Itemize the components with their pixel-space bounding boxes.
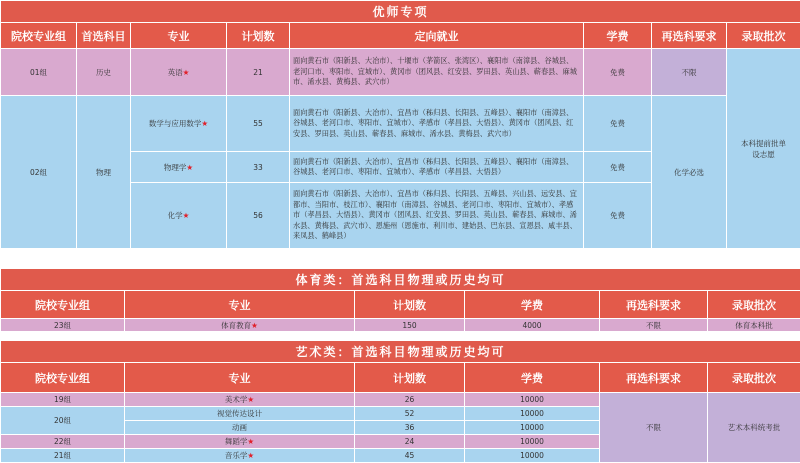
table-row (1, 96, 800, 152)
destination-cell: 面向黄石市（阳新县、大冶市）、宜昌市（秭归县、长阳县、五峰县）、襄阳市（南漳县、谷城县、老河口市、枣阳市、宜城市）、孝感市（孝昌县、大悟县）、黄冈市（团风县、红安县、罗田县、英山县、蕲春县、麻城市、浠水县、黄梅县、武穴市） (290, 96, 584, 152)
batch-cell: 艺术本科统考批 (708, 393, 800, 463)
major-cell (125, 449, 355, 463)
arts-title: 艺术类：首选科目物理或历史均可 (1, 341, 800, 363)
group-cell: 02组 (1, 96, 77, 249)
plan-cell: 52 (355, 407, 465, 421)
header-reselect: 再选科要求 (600, 291, 708, 319)
plan-cell: 150 (355, 319, 465, 332)
sports-table (0, 268, 800, 332)
plan-cell: 26 (355, 393, 465, 407)
header-fee: 学费 (584, 23, 652, 49)
major-cell (125, 421, 355, 435)
star-icon: ★ (201, 119, 209, 128)
header-reselect: 再选科要求 (600, 363, 708, 393)
plan-cell: 33 (227, 152, 290, 183)
sports-title: 体育类：首选科目物理或历史均可 (1, 269, 800, 291)
reselect-cell: 不限 (652, 49, 727, 96)
plan-cell: 24 (355, 435, 465, 449)
header-plan: 计划数 (355, 291, 465, 319)
plan-cell: 36 (355, 421, 465, 435)
group-cell: 01组 (1, 49, 77, 96)
header-batch: 录取批次 (727, 23, 800, 49)
plan-cell: 55 (227, 96, 290, 152)
major-name: 数学与应用数学 (148, 119, 202, 128)
reselect-cell: 不限 (600, 319, 708, 332)
table-row (1, 393, 800, 407)
header-plan: 计划数 (355, 363, 465, 393)
fee-cell: 10000 (465, 421, 600, 435)
group-cell: 23组 (1, 319, 125, 332)
destination-cell: 面向黄石市（阳新县、大冶市）、宜昌市（秭归县、长阳县、五峰县）、襄阳市（南漳县、谷城县、老河口市、枣阳市、宜城市）、孝感市（孝昌县、大悟县） (290, 152, 584, 183)
major-cell (125, 435, 355, 449)
header-group: 院校专业组 (1, 23, 77, 49)
header-batch: 录取批次 (708, 363, 800, 393)
fee-cell: 4000 (465, 319, 600, 332)
star-icon: ★ (247, 451, 255, 460)
header-fee: 学费 (465, 363, 600, 393)
star-icon: ★ (247, 437, 255, 446)
header-plan: 计划数 (227, 23, 290, 49)
subject-cell: 物理 (77, 96, 131, 249)
star-icon: ★ (247, 395, 255, 404)
header-destination: 定向就业 (290, 23, 584, 49)
major-name: 音乐学 (224, 451, 248, 460)
major-name: 体育教育 (221, 320, 252, 330)
arts-table (0, 340, 800, 463)
fee-cell: 10000 (465, 435, 600, 449)
fee-cell: 10000 (465, 393, 600, 407)
group-cell: 22组 (1, 435, 125, 449)
header-major: 专业 (131, 23, 227, 49)
major-name: 化学 (167, 211, 183, 220)
major-name: 美术学 (224, 395, 248, 404)
plan-cell: 45 (355, 449, 465, 463)
major-name: 视觉传达设计 (217, 409, 262, 418)
teacher-program-title: 优师专项 (1, 1, 800, 23)
star-icon: ★ (182, 67, 190, 77)
reselect-cell: 不限 (600, 393, 708, 463)
header-fee: 学费 (465, 291, 600, 319)
major-name: 动画 (232, 423, 247, 432)
major-cell (131, 152, 227, 183)
subject-cell: 历史 (77, 49, 131, 96)
destination-cell: 面向黄石市（阳新县、大冶市）、宜昌市（秭归县、长阳县、五峰县、兴山县、远安县、宜都市、当阳市、枝江市）、襄阳市（南漳县、谷城县、老河口市、枣阳市、宜城市）、孝感市（孝昌县、大悟县）、黄冈市（团风县、红安县、罗田县、英山县、蕲春县、麻城市、浠水县、黄梅县、武穴市）、恩施州（恩施市、利川市、建始县、巴东县、宣恩县、咸丰县、来凤县、鹤峰县） (290, 183, 584, 249)
star-icon: ★ (251, 320, 258, 330)
major-cell (131, 183, 227, 249)
header-major: 专业 (125, 363, 355, 393)
major-name: 舞蹈学 (224, 437, 248, 446)
batch-cell: 本科提前批单设志愿 (727, 49, 800, 249)
destination-cell: 面向黄石市（阳新县、大冶市）、十堰市（茅箭区、张湾区）、襄阳市（南漳县、谷城县、老河口市、枣阳市、宜城市）、黄冈市（团风县、红安县、罗田县、英山县、蕲春县、麻城市、浠水县、黄梅县、武穴市） (290, 49, 584, 96)
header-major: 专业 (125, 291, 355, 319)
reselect-cell: 化学必选 (652, 96, 727, 249)
group-cell: 21组 (1, 449, 125, 463)
plan-cell: 21 (227, 49, 290, 96)
header-batch: 录取批次 (708, 291, 800, 319)
fee-cell: 免费 (584, 183, 652, 249)
plan-cell: 56 (227, 183, 290, 249)
fee-cell: 10000 (465, 407, 600, 421)
fee-cell: 10000 (465, 449, 600, 463)
header-group: 院校专业组 (1, 291, 125, 319)
group-cell: 19组 (1, 393, 125, 407)
major-cell (125, 407, 355, 421)
batch-cell: 体育本科批 (708, 319, 800, 332)
table-row (1, 49, 800, 96)
star-icon: ★ (186, 162, 194, 172)
fee-cell: 免费 (584, 49, 652, 96)
table-row (1, 319, 800, 332)
header-reselect: 再选科要求 (652, 23, 727, 49)
major-cell (131, 49, 227, 96)
header-group: 院校专业组 (1, 363, 125, 393)
major-name: 物理学 (163, 162, 187, 172)
major-cell (125, 393, 355, 407)
major-name: 英语 (167, 67, 183, 77)
star-icon: ★ (182, 211, 190, 220)
fee-cell: 免费 (584, 152, 652, 183)
group-cell: 20组 (1, 407, 125, 435)
fee-cell: 免费 (584, 96, 652, 152)
major-cell (125, 319, 355, 332)
header-first-subject: 首选科目 (77, 23, 131, 49)
major-cell (131, 96, 227, 152)
